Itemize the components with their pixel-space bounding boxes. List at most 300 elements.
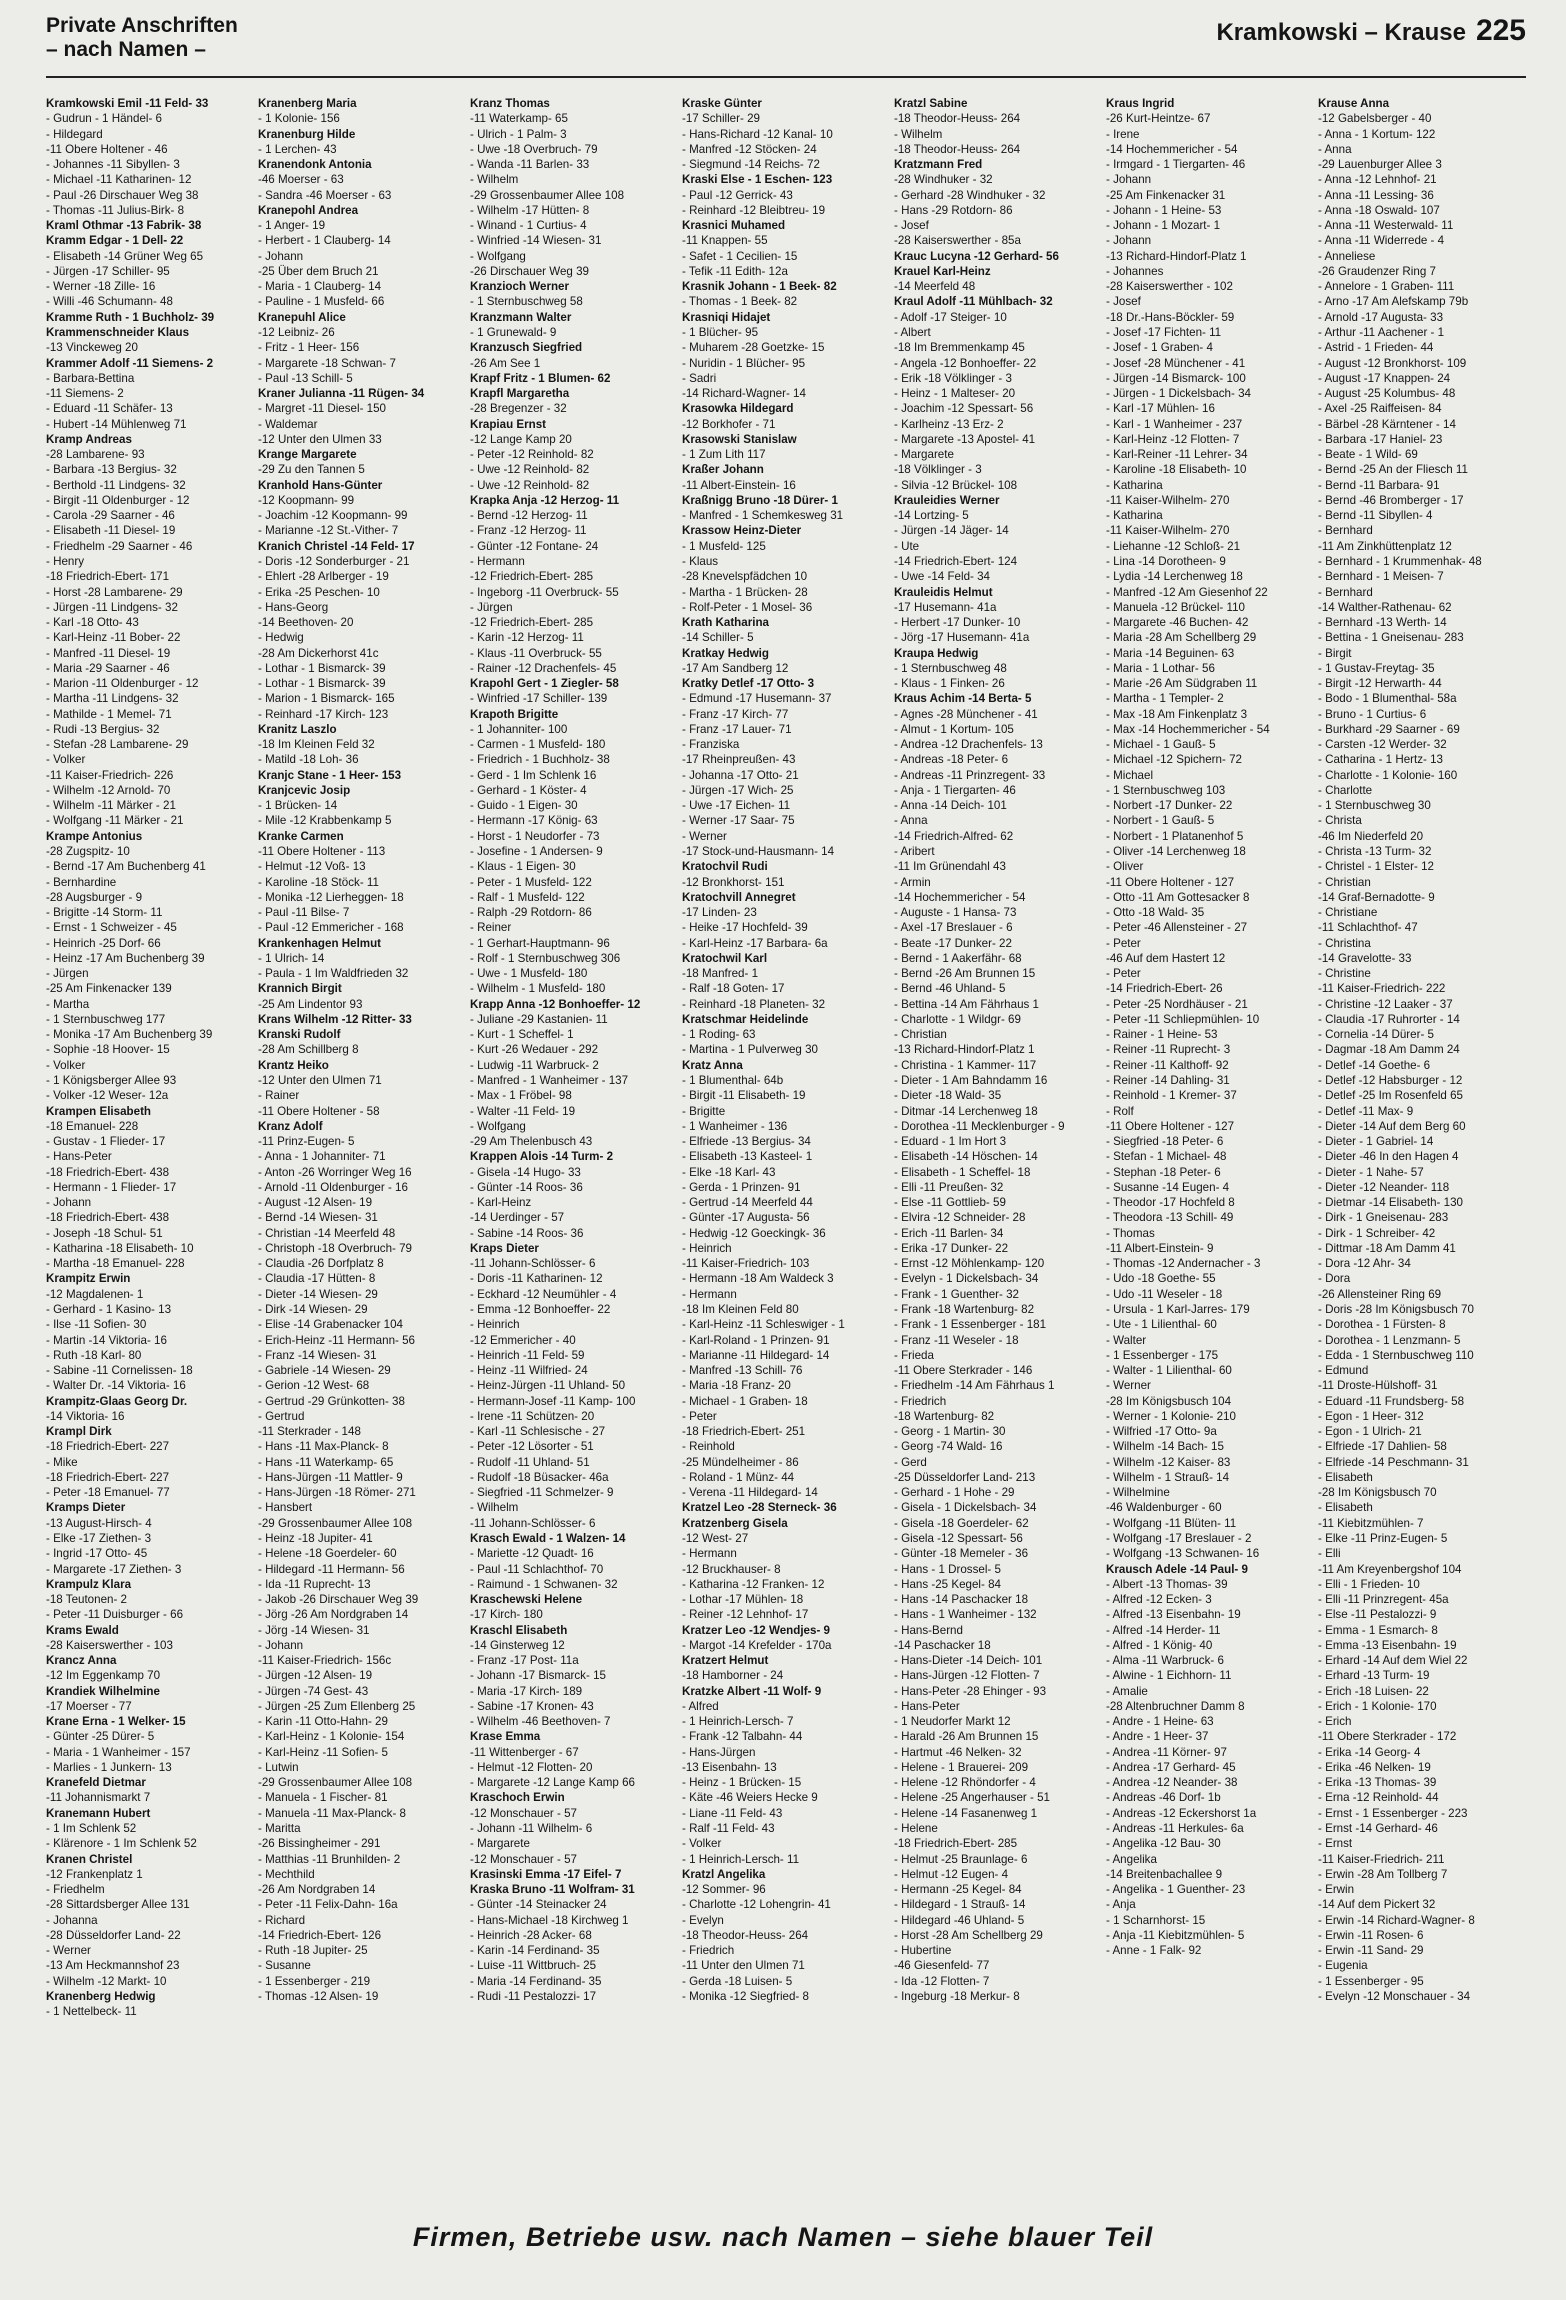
listing-entry: - Erika -25 Peschen- 10 [258,585,380,599]
listing-entry: - Hildegard - 1 Strauß- 14 [894,1898,1026,1912]
listing-entry: - Volker -12 Weser- 12a [46,1089,169,1103]
listing-entry: - Wilhelm -12 Kaiser- 83 [1106,1455,1231,1469]
listing-entry: - Hans-Michael -18 Kirchweg 1 [470,1913,629,1927]
listing-entry: - Claudia -17 Ruhrorter - 14 [1318,1012,1460,1026]
listing-entry: - Manfred - 1 Wanheimer - 137 [470,1074,629,1087]
listing-entry: - 1 Sternbuschweg 58 [470,295,583,309]
listing-entry: -11 Kaiser-Friedrich- 222 [1318,982,1446,996]
surname-entry: Krase Emma [470,1730,541,1744]
listing-entry: - Agnes -28 Münchener - 41 [894,707,1038,721]
listing-entry: - Charlotte [1318,783,1373,797]
listing-entry: - Axel -17 Breslauer - 6 [894,921,1013,935]
listing-entry: - Rudi -13 Bergius- 32 [46,722,160,736]
surname-entry: Kranzmann Walter [470,310,572,324]
listing-entry: - Karl-Heinz -17 Barbara- 6a [682,936,828,950]
surname-entry: Kratochvil Rudi [682,860,768,874]
page-range-heading [1216,14,1526,48]
listing-entry: - Friedhelm -14 Am Fährhaus 1 [894,1379,1055,1393]
listing-entry: - Manfred - 1 Schemkesweg 31 [682,509,844,523]
listing-entry: - Werner - 1 Kolonie- 210 [1106,1409,1236,1423]
listing-entry: - Hansbert [258,1501,313,1515]
surname-entry: Krampen Elisabeth [46,1104,152,1118]
listing-entry: - Ralf - 1 Musfeld- 122 [470,890,585,904]
surname-entry: Krapiau Ernst [470,417,547,431]
listing-entry: -18 Friedrich-Ebert- 251 [682,1425,806,1439]
listing-entry: - Margarete -46 Buchen- 42 [1106,616,1249,630]
surname-entry: Kraps Dieter [470,1241,539,1255]
listing-entry: -14 Hochemmericher - 54 [1106,142,1238,156]
listing-entry: -28 Bregenzer - 32 [470,402,567,416]
surname-entry: Kratzke Albert -11 Wolf- 9 [682,1684,822,1698]
surname-entry: Kraska Bruno -11 Wolfram- 31 [470,1883,635,1897]
listing-entry: - Christian [1318,875,1371,889]
listing-entry: -11 Schlachthof- 47 [1318,921,1418,935]
listing-entry: - Alwine - 1 Eichhorn- 11 [1106,1669,1232,1683]
surname-entry: Kranepuhl Alice [258,310,346,324]
listing-entry: -26 Am Nordgraben 14 [258,1883,376,1897]
listing-entry: -28 Windhuker - 32 [894,173,993,187]
listing-entry: -14 Ginsterweg 12 [470,1638,565,1652]
listing-entry: -26 Bissingheimer - 291 [258,1837,381,1851]
listing-entry: - Wilhelm -12 Arnold- 70 [46,783,171,797]
listing-entry: - Elli [1318,1547,1341,1561]
listing-entry: - Walter - 1 Lilienthal- 60 [1106,1364,1232,1378]
listing-entry: -11 Obere Sterkrader - 146 [894,1364,1033,1378]
surname-entry: Krauleidis Helmut [894,585,993,599]
listing-entry: - Angelika [1106,1852,1157,1866]
listing-entry: - Marion - 1 Bismarck- 165 [258,692,395,706]
listing-entry: - Mile -12 Krabbenkamp 5 [258,814,392,828]
listing-entry: -25 Am Finkenacker 139 [46,982,172,996]
listing-entry: - Bernd -46 Uhland- 5 [894,982,1006,996]
listing-entry: - Heinrich -25 Dorf- 66 [46,936,161,950]
surname-entry: Krampulz Klara [46,1577,132,1591]
listing-entry: - Jürgen -25 Zum Ellenberg 25 [258,1699,416,1713]
listing-entry: -28 Augsburger - 9 [46,890,143,904]
listing-entry: - Josef - 1 Graben- 4 [1106,341,1213,355]
listing-entry: - Marianne -12 St.-Vither- 7 [258,524,399,538]
listing-entry: - Heinz -17 Am Buchenberg 39 [46,951,205,965]
listing-entry: - Hartmut -46 Nelken- 32 [894,1745,1022,1759]
listing-entry: - Bernhard - 1 Meisen- 7 [1318,570,1444,584]
listing-entry: - Bernd - 1 Aakerfähr- 68 [894,951,1022,965]
listing-entry: - Carsten -12 Werder- 32 [1318,738,1447,752]
listing-entry: - Anton -26 Worringer Weg 16 [258,1165,412,1179]
surname-entry: Kranenburg Hilde [258,127,356,141]
listing-entry: - Wilhelm - 1 Musfeld- 180 [470,982,606,996]
listing-entry: - Gerhard - 1 Hohe - 29 [894,1486,1015,1500]
listing-entry: - Gertrud -29 Grünkotten- 38 [258,1394,405,1408]
listing-entry: - Frieda [894,1348,934,1362]
listing-entry: -12 Sommer- 96 [682,1883,766,1897]
listing-entry: - Alfred -13 Eisenbahn- 19 [1106,1608,1241,1622]
listing-entry: - Evelyn [682,1913,724,1927]
listing-entry: - Edmund [1318,1364,1369,1378]
listing-entry: -29 Grossenbaumer Allee 108 [470,188,625,202]
listing-entry: - Bodo - 1 Blumenthal- 58a [1318,692,1457,706]
listing-entry: - Bärbel -28 Kärntener - 14 [1318,417,1456,431]
listing-entry: - Elisabeth [1318,1501,1373,1515]
listing-entry: - Joseph -18 Schul- 51 [46,1226,163,1240]
listing-entry: - Franz -17 Kirch- 77 [682,707,789,721]
listing-entry: -26 Dirschauer Weg 39 [470,264,589,278]
listing-entry: - Heinrich -11 Feld- 59 [470,1348,585,1362]
listing-entry: - Maria -14 Beguinen- 63 [1106,646,1235,660]
listing-entry: - Hans-Georg [258,600,329,614]
listing-entry: - Eckhard -12 Neumühler - 4 [470,1287,617,1301]
listing-entry: - 1 Wanheimer - 136 [682,1119,788,1133]
listing-entry: - 1 Sternbuschweg 177 [46,1012,166,1026]
listing-entry: - Rainer [258,1089,300,1103]
listing-entry: - Wilhelm -46 Beethoven- 7 [470,1715,611,1729]
listing-entry: - Klärenore - 1 Im Schlenk 52 [46,1837,197,1851]
listing-entry: - Eduard - 1 Im Hort 3 [894,1135,1007,1149]
listing-entry: - Joachim -12 Koopmann- 99 [258,509,408,523]
listing-entry: - Dieter - 1 Am Bahndamm 16 [894,1074,1048,1087]
listing-entry: - Rainer -12 Drachenfels- 45 [470,661,617,675]
listing-entry: - Wilhelm -11 Märker - 21 [46,799,176,813]
listing-entry: - Maria -29 Saarner - 46 [46,661,170,675]
listing-entry: - Günter -18 Memeler - 36 [894,1547,1029,1561]
listing-entry: - Franz -14 Wiesen- 31 [258,1348,377,1362]
surname-entry: Krammenschneider Klaus [46,325,190,339]
listing-entry: - Walter Dr. -14 Viktoria- 16 [46,1379,186,1393]
listing-entry: - Christine -12 Laaker - 37 [1318,997,1453,1011]
surname-entry: Kratky Detlef -17 Otto- 3 [682,677,815,691]
listing-entry: - Karin -12 Herzog- 11 [470,631,584,645]
listing-entry: - Dora [1318,1272,1351,1286]
listing-entry: - Wilhelm -12 Markt- 10 [46,1974,167,1988]
listing-entry: -14 Walther-Rathenau- 62 [1318,600,1452,614]
listing-columns [46,96,1526,2214]
listing-entry: - Wilhelm [470,1501,519,1515]
listing-entry: - Andre - 1 Heer- 37 [1106,1730,1209,1744]
listing-entry: -12 Frankenplatz 1 [46,1867,143,1881]
listing-entry: - Armin [894,875,931,889]
listing-entry: - Karoline -18 Stöck- 11 [258,875,379,889]
surname-entry: Kratz Anna [682,1058,743,1072]
listing-entry: - Maria -28 Am Schellberg 29 [1106,631,1257,645]
listing-entry: - Monika -12 Lierheggen- 18 [258,890,404,904]
listing-entry: -11 Albert-Einstein- 9 [1106,1241,1214,1255]
listing-entry: -14 Schiller- 5 [682,631,754,645]
listing-entry: - Paul -26 Dirschauer Weg 38 [46,188,199,202]
listing-entry: - Christine [1318,967,1371,981]
listing-entry: - 1 Blumenthal- 64b [682,1074,784,1087]
listing-entry: - Dieter -12 Neander- 118 [1318,1180,1450,1194]
listing-entry: -13 Am Heckmannshof 23 [46,1959,180,1973]
surname-entry: Kratochvill Annegret [682,890,796,904]
listing-entry: - 1 Nettelbeck- 11 [46,2005,137,2019]
listing-entry: - Emma - 1 Esmarch- 8 [1318,1623,1438,1637]
listing-entry: - Lothar - 1 Bismarck- 39 [258,661,386,675]
listing-entry: - Anna -11 Widerrede - 4 [1318,234,1445,248]
listing-entry: - 1 Roding- 63 [682,1028,756,1042]
listing-entry: - Angela -12 Bonhoeffer- 22 [894,356,1037,370]
listing-entry: - Josef -17 Fichten- 11 [1106,325,1222,339]
listing-entry: - Charlotte -12 Lohengrin- 41 [682,1898,831,1912]
surname-entry: Kramps Dieter [46,1501,126,1515]
listing-entry: -11 Wittenberger - 67 [470,1745,579,1759]
listing-entry: - Barbara -17 Haniel- 23 [1318,432,1443,446]
listing-entry: - Johann [258,1638,304,1652]
listing-entry: - Uwe -12 Reinhold- 82 [470,478,590,492]
listing-entry: - Kurt - 1 Scheffel- 1 [470,1028,574,1042]
listing-entry: - August -17 Knappen- 24 [1318,371,1451,385]
listing-entry: - Margret -11 Diesel- 150 [258,402,387,416]
listing-entry: - Anna -11 Westerwald- 11 [1318,219,1454,233]
listing-entry: - Norbert -17 Dunker- 22 [1106,799,1233,813]
listing-entry: - Catharina - 1 Hertz- 13 [1318,753,1444,767]
listing-entry: - Maria -18 Franz- 20 [682,1379,791,1393]
listing-entry: -25 Über dem Bruch 21 [258,264,379,278]
listing-entry: - Arnold -17 Augusta- 33 [1318,310,1444,324]
listing-entry: - 1 Essenberger - 95 [1318,1974,1424,1988]
listing-column [470,96,678,2214]
listing-entry: - Johann [258,249,304,263]
listing-entry: - Johanna [46,1913,98,1927]
listing-entry: - Michael - 1 Graben- 18 [682,1394,808,1408]
listing-entry: - Hans -14 Paschacker 18 [894,1593,1029,1607]
listing-entry: - Paula - 1 Im Waldfrieden 32 [258,967,409,981]
listing-entry: - Paul -12 Gerrick- 43 [682,188,793,202]
listing-entry: - Jakob -26 Dirschauer Weg 39 [258,1593,419,1607]
listing-entry: -11 Johann-Schlösser- 6 [470,1257,596,1271]
listing-entry: - 1 Neudorfer Markt 12 [894,1715,1011,1729]
surname-entry: Kranich Christel -14 Feld- 17 [258,539,415,553]
listing-entry: -17 Kirch- 180 [470,1608,543,1622]
listing-entry: -14 Viktoria- 16 [46,1409,125,1423]
listing-entry: - Reinhold [682,1440,735,1454]
listing-entry: - Egon - 1 Ulrich- 21 [1318,1425,1422,1439]
listing-entry: - Karl -11 Schlesische - 27 [470,1425,606,1439]
listing-entry: - Karin -14 Ferdinand- 35 [470,1944,600,1958]
listing-entry: - Horst -28 Lambarene- 29 [46,585,183,599]
listing-entry: - Hildegard -46 Uhland- 5 [894,1913,1025,1927]
listing-entry: - Dorothea - 1 Fürsten- 8 [1318,1318,1446,1332]
surname-entry: Krantz Heiko [258,1058,329,1072]
listing-entry: - Thomas -12 Alsen- 19 [258,1989,379,2003]
listing-entry: - Erhard -13 Turm- 19 [1318,1669,1430,1683]
surname-entry: Kranepohl Andrea [258,203,359,217]
listing-entry: -11 Johann-Schlösser- 6 [470,1516,596,1530]
surname-entry: Kramm Edgar - 1 Dell- 22 [46,234,184,248]
listing-entry: - Richard [258,1913,306,1927]
listing-entry: -17 Am Sandberg 12 [682,661,789,675]
listing-entry: - Maria - 1 Clauberg- 14 [258,280,382,294]
listing-entry: -13 August-Hirsch- 4 [46,1516,152,1530]
listing-entry: - Thomas - 1 Beek- 82 [682,295,798,309]
listing-entry: - Claudia -17 Hütten- 8 [258,1272,376,1286]
listing-entry: - Peter - 1 Musfeld- 122 [470,875,592,889]
surname-entry: Krath Katharina [682,616,769,630]
listing-entry: - Hans-Bernd [894,1623,963,1637]
listing-entry: - Elke -18 Karl- 43 [682,1165,776,1179]
listing-entry: -14 Friedrich-Ebert- 126 [258,1928,382,1942]
listing-entry: - Gisela -18 Goerdeler- 62 [894,1516,1029,1530]
listing-entry: - Detlef -12 Habsburger - 12 [1318,1074,1463,1087]
listing-entry: - Ute - 1 Lilienthal- 60 [1106,1318,1217,1332]
listing-entry: -12 Magdalenen- 1 [46,1287,144,1301]
surname-entry: Krasch Ewald - 1 Walzen- 14 [470,1531,626,1545]
listing-entry: - Doris -28 Im Königsbusch 70 [1318,1302,1474,1316]
listing-entry: - Heinz-Jürgen -11 Uhland- 50 [470,1379,626,1393]
listing-entry: - Oliver -14 Lerchenweg 18 [1106,845,1246,859]
listing-entry: - Johann -17 Bismarck- 15 [470,1669,606,1683]
listing-entry: - 1 Sternbuschweg 103 [1106,783,1226,797]
listing-entry: - Hans-Jürgen -11 Mattler- 9 [258,1470,403,1484]
listing-entry: - Bernd -17 Am Buchenberg 41 [46,860,206,874]
listing-entry: -14 Paschacker 18 [894,1638,991,1652]
listing-entry: - Monika -12 Siegfried- 8 [682,1989,809,2003]
listing-entry: -18 Im Kleinen Feld 80 [682,1302,799,1316]
listing-entry: - Hermann -18 Am Waldeck 3 [682,1272,834,1286]
listing-entry: - Andreas -46 Dorf- 1b [1106,1791,1221,1805]
listing-entry: - Albert [894,325,931,339]
listing-entry: - Erwin -11 Rosen- 6 [1318,1928,1424,1942]
listing-entry: - Margarete -18 Schwan- 7 [258,356,396,370]
listing-entry: - Anna - 1 Kortum- 122 [1318,127,1436,141]
listing-entry: - Horst - 1 Neudorfer - 73 [470,829,600,843]
listing-entry: - Erich-Heinz -11 Hermann- 56 [258,1333,415,1347]
listing-entry: - Helene -12 Rhöndorfer - 4 [894,1776,1036,1790]
listing-entry: - Winfried -17 Schiller- 139 [470,692,608,706]
listing-entry: - Anneliese [1318,249,1376,263]
listing-entry: -18 Friedrich-Ebert- 285 [894,1837,1018,1851]
listing-entry: - Klaus - 1 Eigen- 30 [470,860,576,874]
listing-entry: - Anja -11 Kiebitzmühlen- 5 [1106,1928,1245,1942]
listing-entry: - Dirk -14 Wiesen- 29 [258,1302,368,1316]
listing-entry: - Auguste - 1 Hansa- 73 [894,906,1017,920]
listing-entry: - Ernst - 1 Schweizer - 45 [46,921,177,935]
listing-entry: - Christina [1318,936,1371,950]
listing-entry: - Ingeborg -11 Overbruck- 55 [470,585,619,599]
listing-entry: -25 Am Finkenacker 31 [1106,188,1226,202]
listing-entry: - Gerion -12 West- 68 [258,1379,370,1393]
surname-entry: Kratzert Helmut [682,1654,769,1668]
listing-entry: - Christiane [1318,906,1378,920]
listing-entry: - Dieter - 1 Nahe- 57 [1318,1165,1424,1179]
listing-entry: - Werner -18 Zille- 16 [46,280,156,294]
section-heading [46,14,238,62]
listing-entry: - Matthias -11 Brunhilden- 2 [258,1852,401,1866]
listing-entry: - Eugenia [1318,1959,1368,1973]
listing-entry: - Jürgen -17 Schiller- 95 [46,264,170,278]
listing-entry: - 1 Scharnhorst- 15 [1106,1913,1206,1927]
surname-entry: Krapp Anna -12 Bonhoeffer- 12 [470,997,641,1011]
listing-entry: - Ehlert -28 Arlberger - 19 [258,570,389,584]
listing-entry: - Lina -14 Dorotheen- 9 [1106,554,1226,568]
listing-entry: - Margarete [894,448,954,462]
listing-entry: - Horst -28 Am Schellberg 29 [894,1928,1043,1942]
listing-entry: -12 Monschauer - 57 [470,1852,577,1866]
listing-entry: - Jürgen [470,600,513,614]
surname-entry: Krancz Anna [46,1654,117,1668]
listing-entry: - Dirk - 1 Gneisenau- 283 [1318,1211,1449,1225]
listing-entry: - Rudolf -11 Uhland- 51 [470,1455,590,1469]
listing-entry: -14 Beethoven- 20 [258,616,354,630]
listing-entry: - Wolfgang -17 Breslauer - 2 [1106,1531,1252,1545]
listing-entry: - Reiner -12 Lehnhof- 17 [682,1608,809,1622]
listing-entry: -12 Friedrich-Ebert- 285 [470,616,594,630]
listing-entry: - Jörg -14 Wiesen- 31 [258,1623,370,1637]
listing-entry: -46 Moerser - 63 [258,173,344,187]
listing-entry: - Ilse -11 Sofien- 30 [46,1318,147,1332]
listing-entry: - Hermann -17 König- 63 [470,814,598,828]
listing-entry: -29 Am Thelenbusch 43 [470,1135,593,1149]
listing-entry: - Maria -14 Ferdinand- 35 [470,1974,602,1988]
listing-entry: - Dieter -14 Wiesen- 29 [258,1287,378,1301]
listing-entry: - Wilfried -17 Otto- 9a [1106,1425,1217,1439]
listing-entry: - Margarete [470,1837,530,1851]
listing-entry: - Hans -11 Waterkamp- 65 [258,1455,394,1469]
listing-entry: -12 Unter den Ulmen 71 [258,1074,382,1087]
listing-entry: - Elisabeth [1318,1470,1373,1484]
listing-entry: - Friedhelm -29 Saarner - 46 [46,539,193,553]
listing-entry: -25 Am Lindentor 93 [258,997,363,1011]
listing-entry: - Bernhard - 1 Krummenhak- 48 [1318,554,1482,568]
listing-entry: - Gudrun - 1 Händel- 6 [46,112,162,126]
listing-entry: -12 Unter den Ulmen 33 [258,432,382,446]
listing-entry: - Ludwig -11 Warbruck- 2 [470,1058,599,1072]
listing-entry: - Maritta [258,1822,301,1836]
listing-entry: - Beate -17 Dunker- 22 [894,936,1012,950]
listing-entry: - Frank - 1 Guenther- 32 [894,1287,1020,1301]
listing-entry: - Dieter -18 Wald- 35 [894,1089,1002,1103]
listing-entry: - Alfred -12 Ecken- 3 [1106,1593,1212,1607]
listing-entry: - Albert -13 Thomas- 39 [1106,1577,1228,1591]
listing-entry: - Helmut -12 Eugen- 4 [894,1867,1009,1881]
listing-entry: -28 Düsseldorfer Land- 22 [46,1928,181,1942]
listing-entry: - Helmut -25 Braunlage- 6 [894,1852,1028,1866]
listing-entry: -11 Obere Holtener - 127 [1106,875,1235,889]
surname-entry: Krankenhagen Helmut [258,936,382,950]
listing-entry: - 1 Heinrich-Lersch- 7 [682,1715,794,1729]
surname-entry: Krappen Alois -14 Turm- 2 [470,1150,614,1164]
listing-entry: -11 Albert-Einstein- 16 [682,478,796,492]
surname-entry: Krause Anna [1318,97,1390,110]
listing-entry: -11 Johannismarkt 7 [46,1791,151,1805]
surname-entry: Kratzmann Fred [894,158,983,172]
listing-entry: - Dieter - 1 Gabriel- 14 [1318,1135,1434,1149]
listing-entry: - 1 Zum Lith 117 [682,448,766,462]
listing-entry: - Günter -14 Roos- 36 [470,1180,583,1194]
listing-entry: - Egon - 1 Heer- 312 [1318,1409,1424,1423]
listing-entry: - Irene -11 Schützen- 20 [470,1409,595,1423]
listing-entry: - Anna -12 Lehnhof- 21 [1318,173,1437,187]
listing-entry: -11 Waterkamp- 65 [470,112,568,126]
listing-entry: -46 Auf dem Hastert 12 [1106,951,1226,965]
surname-entry: Kraßnigg Bruno -18 Dürer- 1 [682,493,838,507]
listing-entry: -18 Friedrich-Ebert- 227 [46,1440,170,1454]
surname-entry: Krapoth Brigitte [470,707,559,721]
listing-entry: -11 Kaiser-Friedrich- 103 [682,1257,810,1271]
listing-entry: - Christa [1318,814,1362,828]
listing-entry: - Alfred -14 Herder- 11 [1106,1623,1221,1637]
listing-entry: - Edmund -17 Husemann- 37 [682,692,832,706]
listing-entry: - Karl-Reiner -11 Lehrer- 34 [1106,448,1248,462]
listing-entry: - Doris -11 Katharinen- 12 [470,1272,603,1286]
listing-entry: - Kurt -26 Wedauer - 292 [470,1043,599,1057]
listing-entry: - Hans-Dieter -14 Deich- 101 [894,1654,1043,1668]
listing-entry: -25 Düsseldorfer Land- 213 [894,1470,1036,1484]
listing-entry: - Heinz -18 Jupiter- 41 [258,1531,373,1545]
surname-entry: Kranzusch Siegfried [470,341,583,355]
surname-entry: Krausch Adele -14 Paul- 9 [1106,1562,1248,1576]
listing-entry: - Andrea -17 Gerhard- 45 [1106,1760,1236,1774]
listing-entry: - Max -14 Hochemmericher - 54 [1106,722,1270,736]
listing-entry: - Johannes -11 Sibyllen- 3 [46,158,180,172]
